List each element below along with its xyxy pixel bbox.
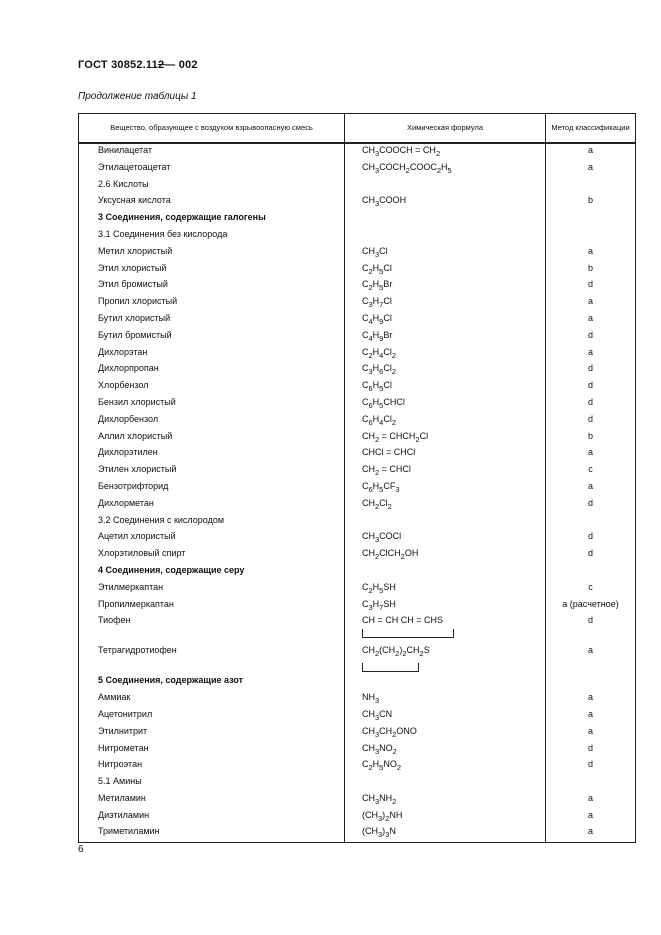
chemical-formula: $CH_3CH_2ONO$: [345, 725, 546, 742]
substance-name: Тетрагидротиофен: [79, 644, 345, 674]
classification-method: d: [546, 362, 636, 379]
table-row: [79, 245, 636, 262]
table-body: [79, 143, 636, 843]
substance-name: Этилен хлористый: [79, 463, 345, 480]
table-row: [79, 161, 636, 178]
section-row: [79, 514, 636, 531]
classification-method: d: [546, 614, 636, 644]
chemical-formula: $CH_2$ = $CHCH_2Cl$: [345, 430, 546, 447]
chemical-formula: [345, 674, 546, 691]
chemical-formula: CH = CH CH = CHS: [345, 614, 546, 644]
substance-name: Бензотрифторид: [79, 480, 345, 497]
classification-method: a: [546, 792, 636, 809]
chemical-formula: $CH_3COCl$: [345, 530, 546, 547]
substance-name: Бутил хлористый: [79, 312, 345, 329]
substance-name: Пропилмеркаптан: [79, 598, 345, 615]
chemical-formula: $C_3H_6Cl_2$: [345, 362, 546, 379]
table-row: [79, 725, 636, 742]
substance-name: Этил хлористый: [79, 262, 345, 279]
table-row: [79, 346, 636, 363]
substance-name: Этилмеркаптан: [79, 581, 345, 598]
chemical-formula: $(CH_3)_2NH$: [345, 809, 546, 826]
chemical-formula: $C_2H_5Br$: [345, 278, 546, 295]
substance-name: 3.2 Соединения с кислородом: [79, 514, 345, 531]
substance-name: Аллил хлористый: [79, 430, 345, 447]
substance-name: Этил бромистый: [79, 278, 345, 295]
table-row: [79, 742, 636, 759]
classification-method: d: [546, 742, 636, 759]
classification-method: b: [546, 430, 636, 447]
section-row: [79, 228, 636, 245]
chemical-formula: $C_4H_9Cl$: [345, 312, 546, 329]
document-title: [78, 59, 198, 71]
chemical-formula: [345, 211, 546, 228]
chemical-formula: $C_2H_5SH$: [345, 581, 546, 598]
table-row: [79, 396, 636, 413]
chemical-formula: $C_3H_7Cl$: [345, 295, 546, 312]
chemical-formula: $CH_3COOCH = CH_2$: [345, 143, 546, 161]
classification-method: d: [546, 547, 636, 564]
substance-name: Метиламин: [79, 792, 345, 809]
substance-name: Дихлорбензол: [79, 413, 345, 430]
substance-name: Пропил хлористый: [79, 295, 345, 312]
substance-name: 5 Соединения, содержащие азот: [79, 674, 345, 691]
table-row: [79, 691, 636, 708]
classification-method: [546, 228, 636, 245]
classification-method: b: [546, 194, 636, 211]
table-row: [79, 825, 636, 842]
table-row: [79, 329, 636, 346]
table-row: [79, 792, 636, 809]
chemical-formula: $CH_2(CH_2)_2CH_2S$: [345, 644, 546, 674]
chemical-formula: CHCl = CHCl: [345, 446, 546, 463]
section-row: [79, 178, 636, 195]
table-row: [79, 598, 636, 615]
substance-name: Уксусная кислота: [79, 194, 345, 211]
classification-method: [546, 564, 636, 581]
chemical-formula: $C_6H_5CHCl$: [345, 396, 546, 413]
classification-method: [546, 674, 636, 691]
table-row: [79, 262, 636, 279]
chemical-formula: $CH_3Cl$: [345, 245, 546, 262]
classification-method: a: [546, 644, 636, 674]
classification-method: [546, 211, 636, 228]
substance-name: Дихлорэтан: [79, 346, 345, 363]
substance-name: Аммиак: [79, 691, 345, 708]
chemical-formula: $CH_3COCH_2COOC_2H_5$: [345, 161, 546, 178]
substance-name: Метил хлористый: [79, 245, 345, 262]
classification-method: d: [546, 379, 636, 396]
ring-bond-bracket: [362, 629, 454, 638]
substance-name: Дихлорпропан: [79, 362, 345, 379]
classification-method: b: [546, 262, 636, 279]
table-continuation-caption: Продолжение таблицы 1: [78, 91, 197, 102]
classification-method: d: [546, 413, 636, 430]
chemical-formula: $CH_3CN$: [345, 708, 546, 725]
classification-method: d: [546, 329, 636, 346]
substance-name: Триметиламин: [79, 825, 345, 842]
substance-name: 2.6 Кислоты: [79, 178, 345, 195]
chemical-formula: $C_2H_5NO_2$: [345, 758, 546, 775]
classification-method: [546, 178, 636, 195]
chemical-formula: $C_3H_7SH$: [345, 598, 546, 615]
classification-method: a: [546, 346, 636, 363]
chemical-formula: $NH_3$: [345, 691, 546, 708]
classification-method: a (расчетное): [546, 598, 636, 615]
table-row: [79, 446, 636, 463]
title-main: ГОСТ 30852.11: [78, 59, 158, 71]
table-header-row: [79, 114, 636, 144]
table-row: [79, 644, 636, 674]
chemical-formula: $C_6H_4Cl_2$: [345, 413, 546, 430]
column-header-formula: Химическая формула: [345, 114, 546, 144]
substance-name: Этилнитрит: [79, 725, 345, 742]
table-row: [79, 547, 636, 564]
table-row: [79, 758, 636, 775]
column-header-method: Метод классификации: [546, 114, 636, 144]
substance-name: Бензил хлористый: [79, 396, 345, 413]
table-row: [79, 143, 636, 161]
classification-method: d: [546, 396, 636, 413]
classification-method: [546, 775, 636, 792]
chemical-formula: $C_6H_5Cl$: [345, 379, 546, 396]
substance-name: Диэтиламин: [79, 809, 345, 826]
section-row: [79, 674, 636, 691]
classification-method: a: [546, 809, 636, 826]
table-row: [79, 413, 636, 430]
section-row: [79, 775, 636, 792]
table-row: [79, 614, 636, 644]
title-struck-digit: 2: [157, 59, 165, 71]
table-row: [79, 463, 636, 480]
chemical-formula: $C_2H_5Cl$: [345, 262, 546, 279]
table-row: [79, 194, 636, 211]
classification-method: a: [546, 161, 636, 178]
chemical-formula: $CH_3COOH$: [345, 194, 546, 211]
chemical-formula: $(CH_3)_3N$: [345, 825, 546, 842]
chemical-formula: $CH_2$ = CHCl: [345, 463, 546, 480]
classification-method: d: [546, 497, 636, 514]
table-row: [79, 430, 636, 447]
page-number: 6: [78, 844, 84, 855]
substance-name: Дихлорметан: [79, 497, 345, 514]
substance-name: Дихлорэтилен: [79, 446, 345, 463]
substance-name: Хлорбензол: [79, 379, 345, 396]
chemical-formula: $CH_2ClCH_2OH$: [345, 547, 546, 564]
chemical-formula: [345, 178, 546, 195]
table-row: [79, 708, 636, 725]
table-row: [79, 312, 636, 329]
classification-method: a: [546, 480, 636, 497]
classification-method: a: [546, 312, 636, 329]
classification-method: [546, 514, 636, 531]
classification-method: a: [546, 446, 636, 463]
classification-method: d: [546, 758, 636, 775]
classification-method: c: [546, 581, 636, 598]
substance-name: Тиофен: [79, 614, 345, 644]
classification-method: c: [546, 463, 636, 480]
classification-method: d: [546, 278, 636, 295]
classification-method: a: [546, 295, 636, 312]
chemical-formula: $CH_3NH_2$: [345, 792, 546, 809]
table-row: [79, 278, 636, 295]
chemical-formula: $C_6H_5CF_3$: [345, 480, 546, 497]
column-header-substance: Вещество, образующее с воздухом взрывоопасную смесь: [79, 114, 345, 144]
chemical-formula: [345, 564, 546, 581]
table-row: [79, 581, 636, 598]
table-row: [79, 530, 636, 547]
substance-name: Бутил бромистый: [79, 329, 345, 346]
table-row: [79, 809, 636, 826]
classification-method: a: [546, 691, 636, 708]
table-row: [79, 480, 636, 497]
classification-method: a: [546, 708, 636, 725]
substance-name: Хлорэтиловый спирт: [79, 547, 345, 564]
section-row: [79, 211, 636, 228]
ring-bond-bracket: [362, 663, 419, 672]
chemical-formula: [345, 514, 546, 531]
substance-name: 4 Соединения, содержащие серу: [79, 564, 345, 581]
substance-name: Ацетонитрил: [79, 708, 345, 725]
classification-method: a: [546, 245, 636, 262]
table-row: [79, 362, 636, 379]
classification-method: a: [546, 725, 636, 742]
title-tail: — 002: [164, 59, 198, 71]
classification-method: a: [546, 825, 636, 842]
chemical-formula: $CH_3NO_2$: [345, 742, 546, 759]
substance-name: 3 Соединения, содержащие галогены: [79, 211, 345, 228]
substance-name: Винилацетат: [79, 143, 345, 161]
substance-name: Нитрометан: [79, 742, 345, 759]
chemical-formula: [345, 775, 546, 792]
chemical-formula: [345, 228, 546, 245]
chemical-formula: $C_4H_9Br$: [345, 329, 546, 346]
section-row: [79, 564, 636, 581]
chemical-formula: $C_2H_4Cl_2$: [345, 346, 546, 363]
substance-name: 3.1 Соединения без кислорода: [79, 228, 345, 245]
chemical-formula: $CH_2Cl_2$: [345, 497, 546, 514]
table-row: [79, 295, 636, 312]
substance-name: Нитроэтан: [79, 758, 345, 775]
substances-table: [78, 113, 636, 843]
classification-method: d: [546, 530, 636, 547]
table-row: [79, 379, 636, 396]
substance-name: Этилацетоацетат: [79, 161, 345, 178]
substance-name: 5.1 Амины: [79, 775, 345, 792]
substance-name: Ацетил хлористый: [79, 530, 345, 547]
classification-method: a: [546, 143, 636, 161]
table-row: [79, 497, 636, 514]
